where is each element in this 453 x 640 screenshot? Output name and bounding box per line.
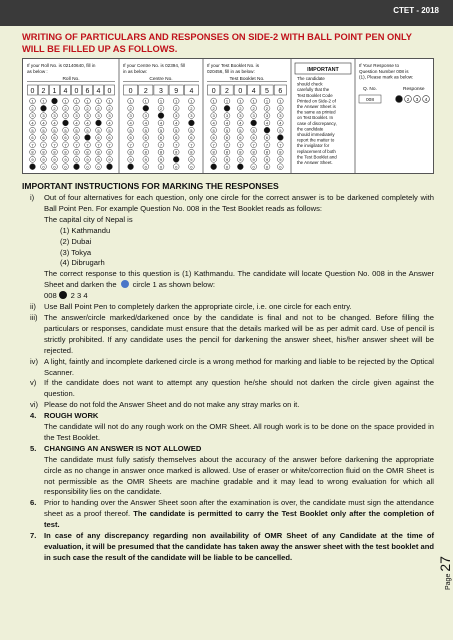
roll-no-block-bubble-digit: 5: [31, 127, 34, 133]
centre-no-block-bubble-digit: 7: [144, 142, 147, 148]
test-booklet-no-block-bubble-digit: 6: [212, 135, 215, 141]
centre-no-block-bubble-digit: 5: [175, 127, 178, 133]
roll-no-block-digit: 2: [41, 88, 46, 95]
test-booklet-no-block-digit: 5: [265, 88, 269, 95]
response-option-bubble: [396, 96, 403, 103]
roll-no-block-bubble-digit: 9: [86, 157, 89, 162]
response-note-line: (1), Please mark as below:: [359, 74, 414, 80]
important-text-line: the Answer Sheet.: [297, 160, 333, 165]
test-booklet-no-block-bubble-digit: 4: [225, 120, 229, 126]
roll-no-block-bubble-digit: 4: [86, 120, 89, 126]
roll-no-block-bubble-digit: 9: [42, 157, 45, 162]
roll-no-block-bubble-digit: 6: [42, 135, 45, 141]
test-booklet-no-block-bubble-digit: 5: [239, 127, 242, 133]
centre-no-block-bubble-digit: 6: [159, 135, 163, 141]
roll-no-block-digit: 0: [30, 88, 35, 95]
centre-no-block-bubble-digit: 9: [144, 157, 147, 162]
test-booklet-no-block-bubble-digit: 7: [225, 142, 229, 148]
test-booklet-no-block-bubble: [224, 105, 230, 111]
roll-no-block-bubble-digit: 1: [42, 98, 45, 104]
roll-no-block-bubble-digit: 3: [42, 113, 45, 119]
roll-no-block-bubble-digit: 7: [31, 142, 34, 148]
test-booklet-no-block-bubble-digit: 1: [265, 98, 269, 104]
roll-no-block-bubble-digit: 6: [97, 135, 100, 141]
roll-no-block-bubble-digit: 7: [97, 142, 100, 148]
test-booklet-no-block-bubble-digit: 9: [252, 157, 255, 162]
centre-no-block-bubble-digit: 3: [129, 113, 132, 119]
centre-no-block-bubble-digit: 1: [129, 98, 132, 104]
centre-no-block-bubble-digit: 4: [175, 120, 178, 126]
roll-no-block-bubble-digit: 3: [31, 113, 34, 119]
test-booklet-no-block-bubble-digit: 3: [239, 113, 242, 119]
roll-no-block-bubble-digit: 2: [53, 105, 56, 111]
roll-no-block-bubble-digit: 7: [42, 142, 45, 148]
roll-no-block-bubble-digit: 9: [31, 157, 34, 162]
example-question: The capital city of Nepal is: [44, 214, 133, 224]
test-booklet-no-block-bubble-digit: 8: [239, 149, 242, 155]
roll-no-block-bubble-digit: 2: [64, 105, 67, 111]
roll-no-block-bubble-digit: 8: [86, 149, 89, 155]
centre-no-block-digit: 4: [189, 88, 194, 95]
roll-no-block-bubble-digit: 8: [53, 149, 56, 155]
roll-no-block-digit: 4: [96, 88, 101, 95]
important-text-line: should check: [297, 81, 323, 87]
roll-no-block-bubble: [74, 164, 80, 170]
roll-no-block-bubble-digit: 8: [97, 149, 100, 155]
roll-no-block-bubble-digit: 0: [97, 164, 100, 170]
centre-no-block-bubble: [143, 105, 149, 111]
roll-no-block-note: If your Roll No. is 02140640, fill in: [27, 63, 96, 68]
roll-no-block-bubble-digit: 3: [108, 113, 111, 119]
roll-no-block-bubble-digit: 1: [108, 98, 111, 104]
instruction-i: i) Out of four alternatives for each question, only one circle for the correct answer is to be darkened completely with Ball Point Pen. For example Question No. 008 in the Test Booklet reads as follows:: [30, 193, 434, 213]
centre-no-block-label: Centre No.: [149, 77, 173, 82]
omr-sample-illustration: [23, 59, 433, 173]
centre-no-block-bubble-digit: 6: [129, 135, 132, 141]
test-booklet-no-block-label: Test Booklet No.: [229, 77, 265, 82]
roll-no-block-bubble-digit: 8: [64, 149, 67, 155]
test-booklet-no-block-bubble-digit: 9: [279, 157, 282, 162]
roll-no-block-label: Roll No.: [62, 77, 80, 82]
roll-no-block-bubble-digit: 7: [75, 142, 78, 148]
roll-no-block-bubble-digit: 7: [86, 142, 89, 148]
test-booklet-no-block-bubble-digit: 6: [225, 135, 229, 141]
roll-no-block-bubble-digit: 6: [53, 135, 56, 141]
roll-no-block-bubble-digit: 1: [97, 98, 100, 104]
roll-no-block-bubble-digit: 5: [42, 127, 45, 133]
test-booklet-no-block-bubble-digit: 8: [252, 149, 255, 155]
centre-no-block-bubble-digit: 5: [159, 127, 163, 133]
centre-no-block-bubble-digit: 5: [190, 127, 193, 133]
response-response-label: Response: [403, 87, 425, 92]
page-heading: WRITING OF PARTICULARS AND RESPONSES ON SIDE-2 WITH BALL POINT PEN ONLY WILL BE FILLED UP AS FOLLOWS.: [22, 32, 412, 54]
roll-no-block-bubble: [63, 120, 69, 126]
roll-no-block-bubble: [107, 164, 113, 170]
roll-no-block-bubble-digit: 0: [53, 164, 56, 170]
test-booklet-no-block-bubble-digit: 2: [212, 105, 215, 111]
centre-no-block-bubble-digit: 9: [129, 157, 132, 162]
test-booklet-no-block-bubble-digit: 4: [265, 120, 269, 126]
exam-title: CTET - 2018: [393, 6, 439, 15]
test-booklet-no-block-bubble-digit: 3: [252, 113, 255, 119]
centre-no-block-bubble-digit: 9: [159, 157, 163, 162]
section-5-heading: 5. CHANGING AN ANSWER IS NOT ALLOWED: [30, 443, 202, 453]
important-text-line: case of discrepancy,: [297, 120, 337, 126]
important-text-line: Printed on Side-2 of: [297, 98, 336, 104]
roll-no-block-bubble: [30, 164, 36, 170]
centre-no-block-bubble-digit: 2: [129, 105, 132, 111]
centre-no-block-bubble-digit: 7: [159, 142, 163, 148]
centre-no-block-bubble-digit: 7: [190, 142, 193, 148]
roll-no-block-bubble-digit: 2: [86, 105, 89, 111]
centre-no-block-bubble-digit: 1: [175, 98, 178, 104]
section-7: 7. In case of any discrepancy regarding non availability of OMR Sheet of any Candidate at the time of evaluation, it will be presumed that the candidate has taken away the answer sheet with the test booklet and in such case the result of the candidate will be liable to be cancelled.: [30, 531, 434, 562]
centre-no-block-bubble: [189, 120, 195, 126]
centre-no-block-bubble-digit: 4: [144, 120, 147, 126]
test-booklet-no-block-bubble-digit: 7: [279, 142, 282, 148]
test-booklet-no-block-bubble-digit: 9: [225, 157, 229, 162]
instruction-iii: iii) The answer/circle marked/darkened once by the candidate is final and not to be changed. Before filling the particulars or responses, candidate must ensure that the details marked will be as per admit card. Use of pencil is strictly prohibited. If any candidate uses the pencil for darkening the answer sheet, his/her answer sheet will be rejected.: [30, 312, 434, 355]
roll-no-block-bubble-digit: 2: [75, 105, 78, 111]
test-booklet-no-block-bubble-digit: 6: [239, 135, 242, 141]
important-text-line: should immediately: [297, 132, 335, 137]
test-booklet-no-block-digit: 2: [225, 88, 229, 95]
centre-no-block-bubble-digit: 0: [144, 164, 147, 170]
roll-no-block-digit: 0: [74, 88, 79, 95]
roll-no-block-bubble-digit: 5: [64, 127, 67, 133]
roll-no-block-bubble-digit: 7: [108, 142, 111, 148]
test-booklet-no-block-bubble-digit: 4: [279, 120, 282, 126]
test-booklet-no-block-bubble-digit: 2: [279, 105, 282, 111]
roll-no-block-bubble-digit: 1: [31, 98, 34, 104]
roll-no-block-bubble-digit: 7: [53, 142, 56, 148]
test-booklet-no-block-bubble: [237, 164, 243, 170]
centre-no-block-bubble-digit: 4: [159, 120, 163, 126]
example-option-2: (2) Dubai: [60, 236, 92, 246]
instruction-iv: iv) A light, faintly and incomplete darkened circle is a wrong method for marking and liable to be rejected by the Optical Scanner.: [30, 356, 434, 377]
darkened-circle-icon: [59, 291, 67, 299]
roll-no-block-digit: 6: [85, 88, 90, 95]
centre-no-block-bubble-digit: 8: [144, 149, 147, 155]
test-booklet-no-block-note: If your Test Booklet No. is: [207, 63, 259, 68]
roll-no-block-bubble-digit: 4: [42, 120, 45, 126]
centre-no-block-bubble-digit: 2: [175, 105, 178, 111]
roll-no-block-bubble-digit: 6: [64, 135, 67, 141]
test-booklet-no-block-bubble-digit: 0: [225, 164, 229, 170]
centre-no-block-bubble-digit: 8: [175, 149, 178, 155]
important-text-line: the invigilator for: [297, 143, 330, 149]
roll-no-block-bubble-digit: 7: [64, 142, 67, 148]
test-booklet-no-block-bubble-digit: 1: [239, 98, 242, 104]
roll-no-block-digit: 4: [63, 88, 68, 95]
centre-no-block-bubble-digit: 2: [190, 105, 193, 111]
roll-no-block-bubble-digit: 2: [97, 105, 100, 111]
roll-no-block-bubble-digit: 5: [53, 127, 56, 133]
roll-no-block-bubble-digit: 8: [42, 149, 45, 155]
test-booklet-no-block-bubble-digit: 8: [225, 149, 229, 155]
roll-no-block-bubble-digit: 1: [86, 98, 89, 104]
roll-no-block-bubble-digit: 3: [75, 113, 78, 119]
test-booklet-no-block-bubble-digit: 8: [212, 149, 215, 155]
roll-no-block-note: as below :: [27, 68, 48, 74]
test-booklet-no-block-bubble-digit: 5: [212, 127, 215, 133]
roll-no-block-bubble-digit: 8: [108, 149, 111, 155]
centre-no-block-bubble-digit: 0: [159, 164, 163, 170]
test-booklet-no-block-bubble-digit: 0: [265, 164, 269, 170]
test-booklet-no-block-bubble-digit: 7: [252, 142, 255, 148]
important-text-line: Test Booklet Code: [297, 92, 333, 98]
roll-no-block-bubble-digit: 5: [86, 127, 89, 133]
roll-no-block-bubble-digit: 5: [108, 127, 111, 133]
instruction-vi: vi) Please do not fold the Answer Sheet and do not make any stray marks on it.: [30, 400, 300, 410]
centre-no-block-bubble-digit: 1: [159, 98, 163, 104]
centre-no-block-bubble-digit: 0: [190, 164, 193, 170]
centre-no-block-bubble: [158, 113, 164, 119]
test-booklet-no-block-bubble-digit: 1: [252, 98, 255, 104]
test-booklet-no-block-bubble-digit: 3: [212, 113, 215, 119]
example-answer-row: 008 2 3 4: [44, 291, 88, 301]
test-booklet-no-block-bubble-digit: 2: [265, 105, 269, 111]
instructions-title: IMPORTANT INSTRUCTIONS FOR MARKING THE RESPONSES: [22, 181, 279, 191]
response-qno-label: Q. No.: [363, 87, 377, 92]
roll-no-block-bubble-digit: 4: [75, 120, 78, 126]
roll-no-block-bubble-digit: 1: [75, 98, 78, 104]
centre-no-block-bubble-digit: 9: [190, 157, 193, 162]
test-booklet-no-block-bubble-digit: 7: [212, 142, 215, 148]
header-bar: [0, 0, 453, 26]
roll-no-block-bubble-digit: 2: [108, 105, 111, 111]
roll-no-block-bubble-digit: 0: [86, 164, 89, 170]
roll-no-block-bubble: [96, 120, 102, 126]
section-4-heading: 4. ROUGH WORK: [30, 411, 99, 421]
roll-no-block-bubble-digit: 0: [42, 164, 45, 170]
centre-no-block-bubble-digit: 5: [144, 127, 147, 133]
centre-no-block-bubble-digit: 6: [190, 135, 193, 141]
centre-no-block-bubble-digit: 4: [129, 120, 132, 126]
important-text-line: the Test Booklet and: [297, 154, 337, 160]
test-booklet-no-block-bubble-digit: 2: [252, 105, 255, 111]
centre-no-block-bubble-digit: 3: [175, 113, 178, 119]
test-booklet-no-block-bubble-digit: 6: [252, 135, 255, 141]
test-booklet-no-block-bubble-digit: 5: [225, 127, 229, 133]
test-booklet-no-block-bubble-digit: 7: [265, 142, 269, 148]
test-booklet-no-block-bubble-digit: 9: [239, 157, 242, 162]
test-booklet-no-block-bubble-digit: 9: [265, 157, 269, 162]
roll-no-block-digit: 0: [107, 88, 112, 95]
test-booklet-no-block-bubble-digit: 7: [239, 142, 242, 148]
important-title: IMPORTANT: [307, 67, 339, 73]
test-booklet-no-block-bubble-digit: 8: [265, 149, 269, 155]
roll-no-block-bubble-digit: 9: [108, 157, 111, 162]
roll-no-block-bubble-digit: 4: [53, 120, 56, 126]
roll-no-block-bubble-digit: 6: [108, 135, 111, 141]
centre-no-block-bubble: [128, 164, 134, 170]
centre-no-block-bubble-digit: 5: [129, 127, 132, 133]
test-booklet-no-block-digit: 6: [278, 88, 283, 95]
test-booklet-no-block-bubble-digit: 6: [265, 135, 269, 141]
roll-no-block-bubble-digit: 6: [75, 135, 78, 141]
centre-no-block-bubble: [173, 157, 179, 163]
roll-no-block-bubble-digit: 2: [31, 105, 34, 111]
test-booklet-no-block-bubble-digit: 1: [225, 98, 229, 104]
roll-no-block-bubble-digit: 3: [53, 113, 56, 119]
test-booklet-no-block-bubble-digit: 4: [212, 120, 215, 126]
test-booklet-no-block-bubble-digit: 1: [212, 98, 215, 104]
centre-no-block-bubble-digit: 7: [175, 142, 178, 148]
roll-no-block-bubble-digit: 9: [75, 157, 78, 162]
response-note-line: If Your Response to: [359, 63, 400, 68]
test-booklet-no-block-bubble-digit: 5: [279, 127, 282, 133]
roll-no-block-bubble-digit: 0: [64, 164, 67, 170]
centre-no-block-bubble-digit: 2: [159, 105, 163, 111]
section-6: 6. Prior to handing over the Answer Sheet soon after the examination is over, the candidate must sign the attendance sheet as a proof thereof. The candidate is permitted to carry the Test Booklet only after the completion of test.: [30, 498, 434, 530]
section-4-text: The candidate will not do any rough work on the OMR Sheet. All rough work is to be done on the space provided in the Test Booklet.: [44, 422, 434, 442]
instruction-v: v) If the candidate does not want to attempt any question he/she should not darken the circle given against the question.: [30, 378, 434, 399]
centre-no-block-bubble-digit: 8: [190, 149, 193, 155]
test-booklet-no-block-bubble-digit: 8: [279, 149, 282, 155]
roll-no-block-bubble-digit: 9: [64, 157, 67, 162]
test-booklet-no-block-bubble: [211, 164, 217, 170]
roll-no-block-bubble-digit: 4: [31, 120, 34, 126]
response-option-digit: 3: [415, 97, 419, 102]
roll-no-block-bubble-digit: 3: [64, 113, 67, 119]
roll-no-block-bubble: [52, 98, 58, 104]
roll-no-block-bubble-digit: 8: [31, 149, 34, 155]
roll-no-block-bubble-digit: 6: [31, 135, 34, 141]
roll-no-block-bubble: [85, 135, 91, 141]
response-note-line: Question Number 008 is: [359, 68, 409, 74]
filled-circle-icon: [121, 280, 129, 288]
centre-no-block-digit: 0: [128, 88, 133, 95]
roll-no-block-digit: 1: [52, 88, 57, 95]
test-booklet-no-block-bubble-digit: 3: [265, 113, 269, 119]
important-text-line: carefully that the: [297, 87, 330, 93]
test-booklet-no-block-bubble: [251, 120, 257, 126]
centre-no-block-digit: 3: [159, 88, 163, 95]
test-booklet-no-block-bubble-digit: 3: [279, 113, 282, 119]
roll-no-block-bubble-digit: 5: [97, 127, 100, 133]
centre-no-block-bubble-digit: 6: [175, 135, 178, 141]
centre-no-block-bubble-digit: 3: [144, 113, 147, 119]
centre-no-block-digit: 9: [174, 88, 179, 95]
roll-no-block-bubble: [41, 105, 47, 111]
test-booklet-no-block-bubble: [277, 135, 283, 141]
important-text-line: the candidate: [297, 126, 324, 132]
instruction-ii: ii) Use Ball Point Pen to completely darken the appropriate circle, i.e. one circle for each entry.: [30, 302, 352, 312]
centre-no-block-bubble-digit: 8: [129, 149, 132, 155]
test-booklet-no-block-digit: 0: [238, 88, 243, 95]
centre-no-block-bubble-digit: 8: [159, 149, 163, 155]
centre-no-block-bubble-digit: 1: [190, 98, 193, 104]
centre-no-block-bubble-digit: 3: [190, 113, 193, 119]
test-booklet-no-block-bubble-digit: 1: [279, 98, 282, 104]
instructions-body: [22, 193, 434, 564]
important-text-line: replacement of both: [297, 148, 336, 154]
response-option-digit: 4: [424, 97, 428, 102]
roll-no-block-bubble-digit: 3: [86, 113, 89, 119]
centre-no-block-note: in as below:: [123, 68, 148, 74]
important-text-line: The candidate: [297, 76, 325, 81]
example-option-4: (4) Dibrugarh: [60, 258, 105, 268]
test-booklet-no-block-bubble-digit: 0: [252, 164, 255, 170]
important-text-line: the same as printed: [297, 109, 336, 115]
response-qno-value: 008: [365, 98, 375, 103]
roll-no-block-bubble-digit: 3: [97, 113, 100, 119]
important-text-line: the Answer Sheet is: [297, 104, 336, 109]
centre-no-block-bubble-digit: 1: [144, 98, 147, 104]
roll-no-block-bubble-digit: 8: [75, 149, 78, 155]
roll-no-block-bubble-digit: 4: [108, 120, 111, 126]
omr-sample-panel: [22, 58, 434, 174]
roll-no-block-bubble-digit: 9: [53, 157, 56, 162]
page-number: Page27: [437, 556, 453, 590]
instruction-i-continued: The correct response to this question is (1) Kathmandu. The candidate will locate Question No. 008 in the Answer Sheet and darken the circle 1 as shown below:: [44, 269, 434, 290]
important-text-line: report the matter to: [297, 137, 335, 143]
section-5-text: The candidate must fully satisfy themselves about the accuracy of the answer before darkening the appropriate circle as no change in answer once marked is allowed. Use of eraser or white/correction fluid on the OMR Sheet is not permissible as the OMR Sheets are machine gradable and it may lead to wrong evaluation for which all responsibility lies on the candidate.: [44, 454, 434, 497]
example-option-1: (1) Kathmandu: [60, 225, 111, 235]
roll-no-block-bubble-digit: 9: [97, 157, 100, 162]
test-booklet-no-block-digit: 0: [211, 88, 216, 95]
roll-no-block-bubble-digit: 5: [75, 127, 78, 133]
centre-no-block-note: If your Centre No. is 02394, fill: [123, 63, 185, 68]
important-text-line: on Test Booklet. In: [297, 115, 334, 121]
test-booklet-no-block-bubble: [264, 127, 270, 133]
centre-no-block-bubble-digit: 0: [175, 164, 178, 170]
centre-no-block-digit: 2: [143, 88, 148, 95]
roll-no-block-bubble-digit: 1: [64, 98, 67, 104]
test-booklet-no-block-digit: 4: [251, 88, 256, 95]
response-option-digit: 2: [406, 97, 410, 102]
test-booklet-no-block-note: 020456, fill in as below:: [207, 68, 255, 74]
test-booklet-no-block-bubble-digit: 0: [279, 164, 282, 170]
centre-no-block-bubble-digit: 7: [129, 142, 132, 148]
test-booklet-no-block-bubble-digit: 5: [252, 127, 255, 133]
test-booklet-no-block-bubble-digit: 4: [239, 120, 242, 126]
centre-no-block-bubble-digit: 6: [144, 135, 147, 141]
example-option-3: (3) Tokya: [60, 247, 92, 257]
test-booklet-no-block-bubble-digit: 9: [212, 157, 215, 162]
test-booklet-no-block-bubble-digit: 3: [225, 113, 229, 119]
test-booklet-no-block-bubble-digit: 2: [239, 105, 242, 111]
